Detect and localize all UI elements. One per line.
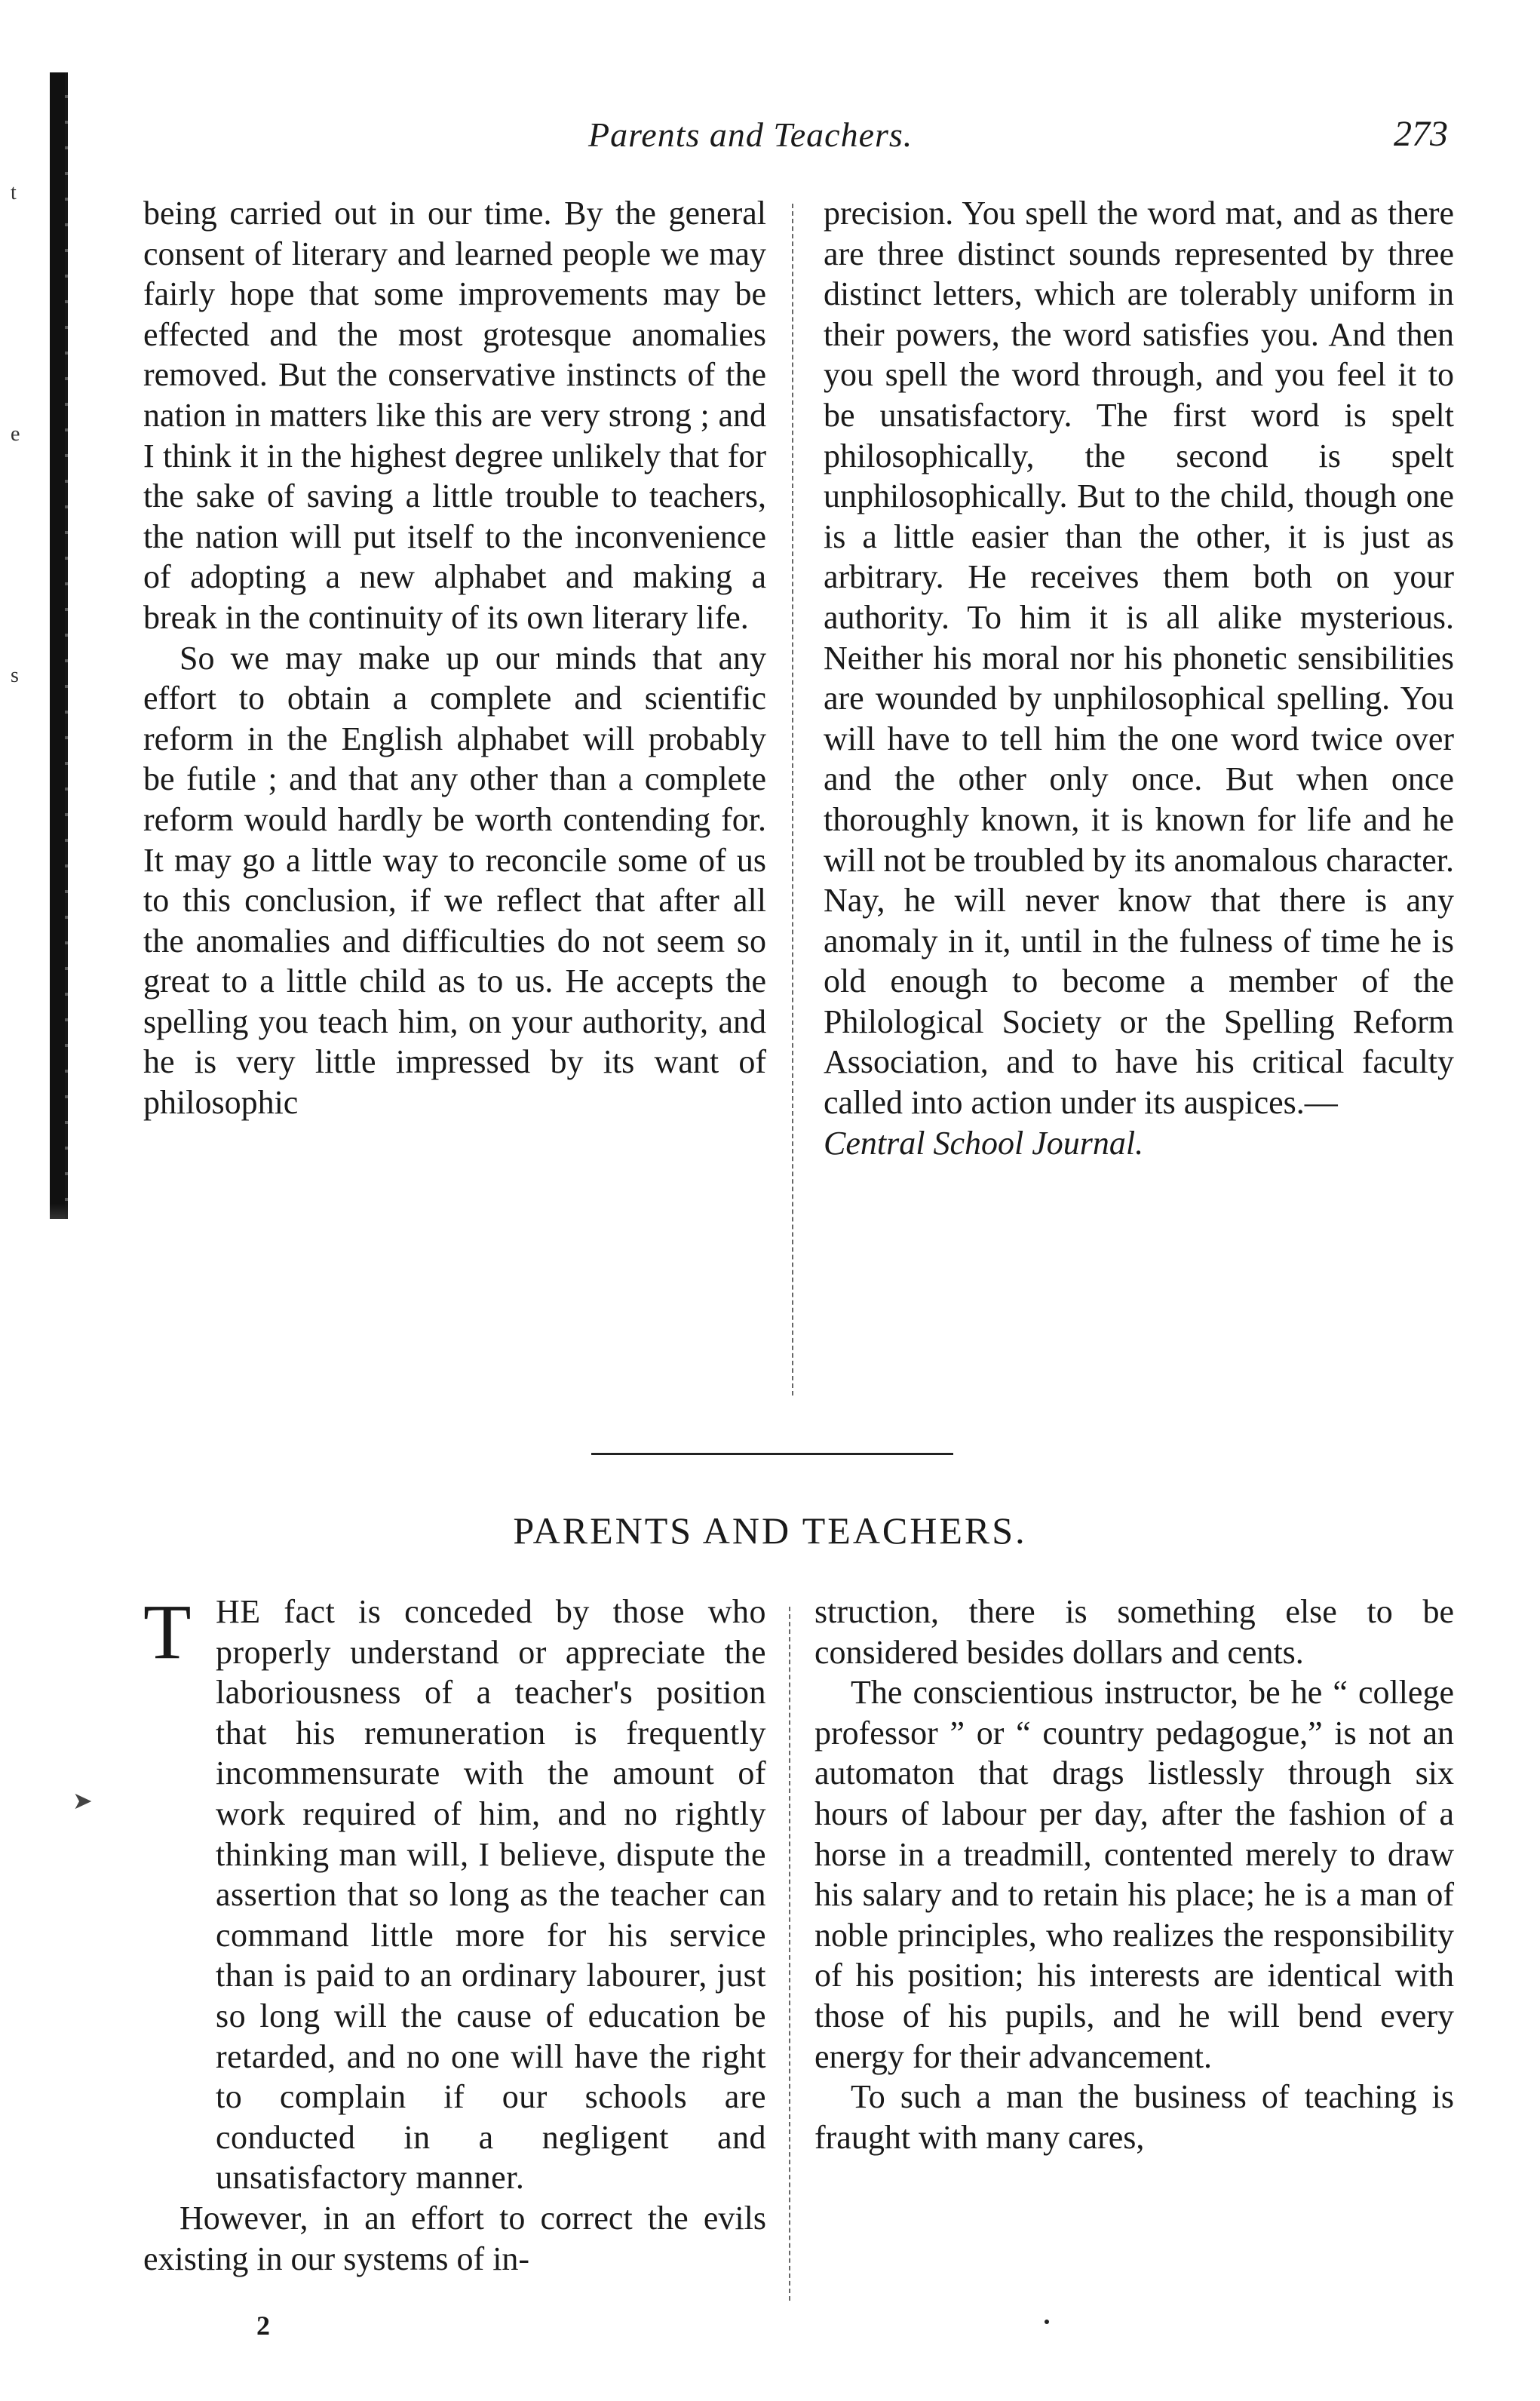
source-citation: Central School Journal.	[824, 1124, 1144, 1162]
column-divider	[792, 204, 793, 1395]
opening-paragraph	[143, 1589, 766, 2198]
signature-mark: 2	[256, 2310, 270, 2341]
article-two-left-column	[143, 1589, 766, 2279]
margin-arrow-icon: ➤	[72, 1787, 93, 1814]
paragraph: precision. You spell the word mat, and as there are three distinct sounds represented by three distinct letters, which are tolerably uniform in their powers, the word satisfies you. And then you spell the word through, and you feel it to be unsatisfactory. The first word is spelt philosophically, the second is spelt unphilosophically. But to the child, though one is a little easier than the other, it is just as arbitrary. He receives them both on your authority. To him it is all alike mysterious. Neither his moral nor his phonetic sensibilities are wounded by unphilosophical spelling. You will have to tell him the one word twice over and the other only once. But when once thoroughly known, it is known for life and he will not be troubled by its anomalous character. Nay, he will never know that there is any anomaly in it, until in the fulness of time he is old enough to become a member of the Philological Society or the Spelling Reform Association, and to have his critical faculty called into action under its auspices.—	[824, 195, 1454, 1122]
article-one-left-column	[143, 193, 766, 1123]
paragraph: To such a man the business of teaching is fraught with many cares,	[814, 2078, 1454, 2156]
paragraph: being carried out in our time. By the general consent of literary and learned people we may fairly hope that some improvements may be effected and the most grotesque anomalies removed. But the conservative instincts of the nation in matters like this are very strong ; and I think it in the highest degree unlikely that for the sake of saving a little trouble to teachers, the nation will put itself to the inconvenience of adopting a new alphabet and making a break in the continuity of its own literary life.	[143, 195, 766, 636]
article-one-right-column	[824, 193, 1454, 1163]
paragraph: However, in an effort to correct the evils existing in our systems of in-	[143, 2199, 766, 2277]
paragraph: So we may make up our minds that any effort to obtain a complete and scientific reform in the English alphabet will probably be futile ; and that any other than a complete reform would hardly be worth contending for. It may go a little way to reconcile some of us to this conclusion, if we reflect that after all the anomalies and difficulties do not seem so great to a little child as to us. He accepts the spelling you teach him, on your authority, and he is very little impressed by its want of philosophic	[143, 639, 766, 1122]
running-title: Parents and Teachers.	[588, 115, 913, 154]
paragraph: HE fact is conceded by those who properly understand or appreciate the laboriousness of a teacher's position that his remuneration is frequently incommensurate with the amount of work required of him, and no rightly thinking man will, I believe, dispute the assertion that so long as the teacher can command little more for his service than is paid to an ordinary labourer, just so long will the cause of education be retarded, and no one will have the right to complain if our schools are conducted in a negligent and unsatisfactory manner.	[216, 1593, 766, 2197]
scan-binding-edge	[50, 72, 68, 1219]
page-number: 273	[1394, 114, 1448, 154]
paragraph: struction, there is something else to be considered besides dollars and cents.	[814, 1593, 1454, 1671]
margin-artifact: e	[11, 422, 20, 446]
article-two-right-column	[814, 1592, 1454, 2157]
margin-artifact: s	[11, 664, 19, 687]
column-divider	[789, 1607, 790, 2301]
section-divider	[591, 1453, 953, 1455]
footer-dot	[1045, 2320, 1049, 2324]
paragraph: The conscientious instructor, be he “ college professor ” or “ country pedagogue,” is not an automaton that drags listlessly through six hours of labour per day, after the fashion of a horse in a treadmill, contented merely to draw his salary and to retain his place; he is a man of noble principles, who realizes the responsibility of his position; his interests are identical with those of his pupils, and he will bend every energy for their advancement.	[814, 1674, 1454, 2075]
margin-artifact: t	[11, 181, 17, 204]
drop-cap: T	[143, 1589, 192, 1675]
article-title: PARENTS AND TEACHERS.	[513, 1509, 1027, 1552]
